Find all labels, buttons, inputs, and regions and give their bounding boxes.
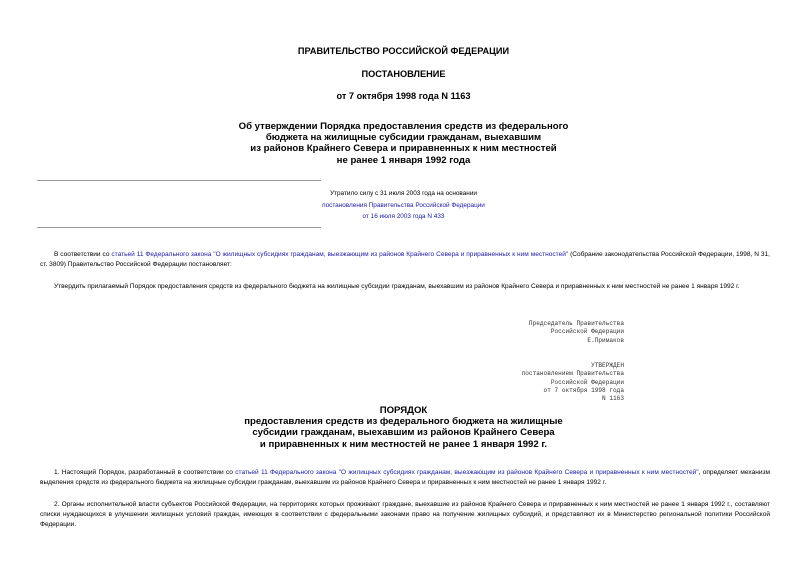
order-title-line: ПОРЯДОК xyxy=(379,405,428,416)
document-title xyxy=(0,121,807,166)
divider-bottom xyxy=(37,227,321,228)
repeal-decree-link[interactable]: постановления Правительства Российской Федерации xyxy=(322,201,485,209)
approved-line: постановлением Правительства xyxy=(521,370,624,378)
signature-line: Е.Примаков xyxy=(587,336,624,344)
divider-top xyxy=(37,180,321,181)
preamble-prefix: В соответствии со xyxy=(54,251,112,258)
doc-type-heading: ПОСТАНОВЛЕНИЕ xyxy=(361,69,446,79)
title-line: бюджета на жилищные субсидии гражданам, выехавшим xyxy=(265,132,542,144)
approved-line: УТВЕРЖДЕН xyxy=(591,362,624,369)
order-title xyxy=(0,405,807,450)
item-1-prefix: 1. Настоящий Порядок, разработанный в соответствии со xyxy=(54,469,236,476)
item-1-suffix: , определяет механизм выделения средств из федерального бюджета на жилищные субсидии гражданам, выехавшим из районов Крайнего Севера и приравненных к ним местностей не ранее 1 января 1992 г. xyxy=(40,469,771,487)
law-article-link[interactable]: статьей 11 Федерального закона "О жилищных субсидиях гражданам, выезжающим из районов Крайнего Севера и приравненных к ним местностей" xyxy=(111,251,569,258)
signature-block xyxy=(529,320,624,345)
title-line: не ранее 1 января 1992 года xyxy=(336,154,471,166)
item-1-paragraph xyxy=(40,468,770,488)
title-line: из районов Крайнего Севера и приравненных к ним местностей xyxy=(250,143,557,155)
approved-line: Российской Федерации xyxy=(550,378,624,386)
approved-block xyxy=(522,362,624,403)
date-number: от 7 октября 1998 года N 1163 xyxy=(336,91,471,101)
repeal-decree-date-link[interactable]: от 16 июля 2003 года N 433 xyxy=(362,213,445,221)
item-2-paragraph: 2. Органы исполнительной власти субъектов Российской Федерации, на территориях которых проживают граждане, выехавшие из районов Крайнего Севера и приравненных к ним местностей не ранее 1 января 1992 г., составляют списки нуждающихся в улучшении жилищных условий граждан, имеющих в соответствии с федеральными законами право на получение жилищных субсидий, и представляют их в Министерство региональной политики Российской Федерации. xyxy=(40,501,770,529)
order-title-line: субсидии гражданам, выехавшим из районов Крайнего Севера xyxy=(252,427,555,439)
title-line: Об утверждении Порядка предоставления средств из федерального xyxy=(238,121,569,132)
approve-paragraph: Утвердить прилагаемый Порядок предоставления средств из федерального бюджета на жилищные субсидии гражданам, выехавшим из районов Крайнего Севера и приравненных к ним местностей не ранее 1 января 1992 г. xyxy=(54,283,740,290)
signature-line: Председатель Правительства xyxy=(528,320,624,327)
approved-line: от 7 октября 1998 года xyxy=(543,386,624,394)
order-title-line: предоставления средств из федерального бюджета на жилищные xyxy=(244,416,563,428)
approved-line: N 1163 xyxy=(602,395,624,403)
status-note xyxy=(0,188,807,223)
law-article-link-2[interactable]: статьей 11 Федерального закона "О жилищных субсидиях гражданам, выезжающим из районов Крайнего Севера и приравненных к ним местностей" xyxy=(235,469,699,476)
signature-line: Российской Федерации xyxy=(550,328,624,336)
org-heading: ПРАВИТЕЛЬСТВО РОССИЙСКОЙ ФЕДЕРАЦИИ xyxy=(297,46,510,56)
order-title-line: и приравненных к ним местностей не ранее 1 января 1992 г. xyxy=(259,438,548,450)
preamble-suffix: (Собрание законодательства Российской Федерации, 1998, N 31, ст. 3809) Правительство Российской Федерации постановляет: xyxy=(40,251,770,269)
status-note-text: Утратило силу с 31 июля 2003 года на основании xyxy=(330,190,477,197)
preamble-paragraph xyxy=(40,250,770,270)
